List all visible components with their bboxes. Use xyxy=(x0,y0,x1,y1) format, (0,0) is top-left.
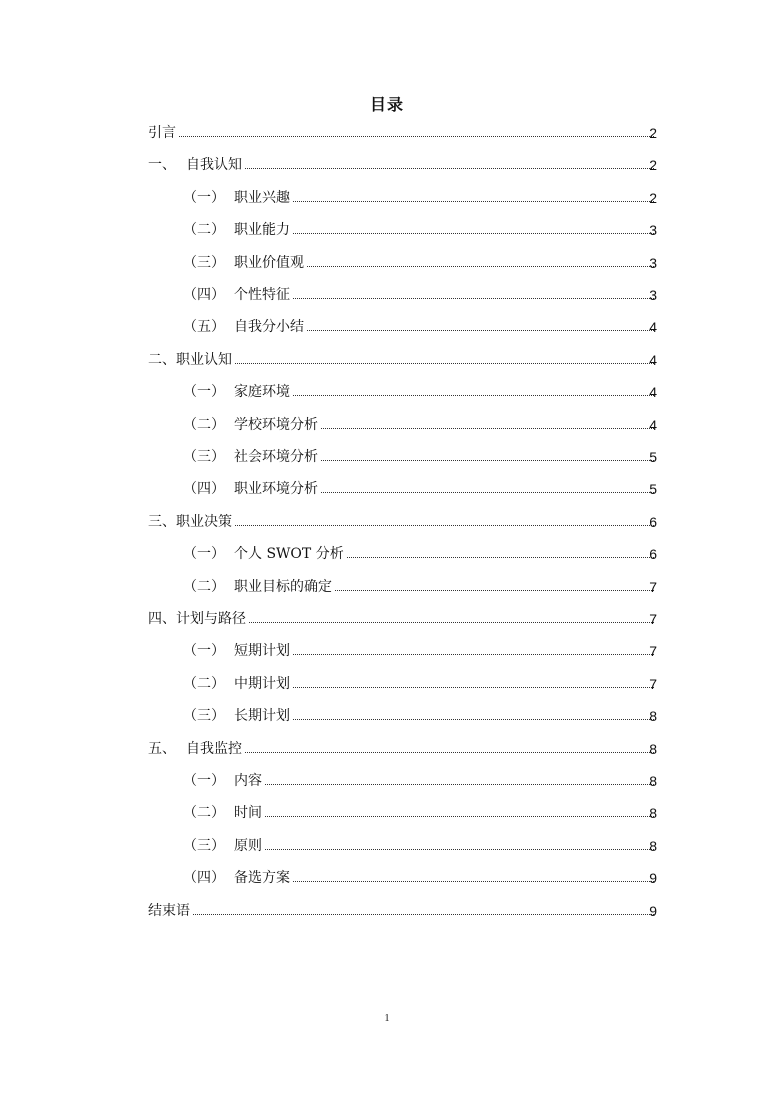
toc-entry-page: 4 xyxy=(649,319,657,336)
toc-entry-label: 社会环境分析 xyxy=(234,446,320,468)
toc-entry-page: 5 xyxy=(649,481,657,498)
toc-entry-label: 原则 xyxy=(234,835,264,857)
toc-leader-dots xyxy=(234,687,654,688)
toc-leader-dots xyxy=(234,654,654,655)
toc-entry[interactable] xyxy=(0,640,774,662)
toc-entry-page: 7 xyxy=(649,675,657,692)
toc-entry-page: 3 xyxy=(649,254,657,271)
toc-entry-label: 内容 xyxy=(234,770,264,792)
toc-entry-page: 4 xyxy=(649,384,657,401)
toc-entry-page: 5 xyxy=(649,449,657,465)
toc-leader-dots xyxy=(234,233,654,234)
toc-entry-number: （二） xyxy=(183,675,225,692)
toc-entry-page: 8 xyxy=(649,773,657,789)
toc-leader-dots xyxy=(186,168,654,169)
toc-entry[interactable] xyxy=(0,478,774,500)
toc-entry-label: 长期计划 xyxy=(234,705,292,727)
toc-entry[interactable] xyxy=(0,738,774,760)
toc-entry-page: 7 xyxy=(649,611,657,627)
toc-entry-page: 2 xyxy=(649,157,657,174)
toc-entry[interactable] xyxy=(0,349,774,371)
toc-entry-page: 8 xyxy=(649,837,657,854)
toc-entry-number: （三） xyxy=(183,449,225,465)
toc-entry[interactable] xyxy=(0,316,774,338)
toc-entry-number: （一） xyxy=(183,384,225,401)
toc-entry[interactable] xyxy=(0,802,774,824)
toc-entry-number: 一、 xyxy=(148,157,176,174)
toc-entry-number: （五） xyxy=(183,319,225,336)
toc-entry-label: 个性特征 xyxy=(234,284,292,306)
toc-entry-page: 3 xyxy=(649,287,657,303)
toc-entry-page: 9 xyxy=(649,902,657,919)
toc-entry[interactable] xyxy=(0,770,774,792)
toc-leader-dots xyxy=(148,914,654,915)
toc-entry-label: 职业价值观 xyxy=(234,252,306,274)
toc-entry-number: 五、 xyxy=(148,740,176,757)
toc-entry-label: 职业兴趣 xyxy=(234,187,292,209)
toc-entry-page: 4 xyxy=(649,351,657,368)
toc-leader-dots xyxy=(234,201,654,202)
toc-entry[interactable] xyxy=(0,673,774,695)
toc-leader-dots xyxy=(186,752,654,753)
toc-entry[interactable] xyxy=(0,705,774,727)
toc-entry-label: 个人 SWOT 分析 xyxy=(234,543,346,565)
toc-entry-label: 备选方案 xyxy=(234,867,292,889)
toc-entry-label: 四、计划与路径 xyxy=(148,608,248,630)
toc-entry-page: 6 xyxy=(649,546,657,563)
toc-entry-label: 短期计划 xyxy=(234,640,292,662)
toc-entry[interactable] xyxy=(0,187,774,209)
toc-leader-dots xyxy=(148,136,654,137)
toc-entry-label: 职业目标的确定 xyxy=(234,576,334,598)
toc-entry-page: 8 xyxy=(649,708,657,725)
toc-entry[interactable] xyxy=(0,252,774,274)
toc-entry-label: 二、职业认知 xyxy=(148,349,234,371)
toc-entry-number: （四） xyxy=(183,870,225,887)
toc-entry-label: 三、职业决策 xyxy=(148,511,234,533)
toc-entry-label: 职业环境分析 xyxy=(234,478,320,500)
toc-entry[interactable] xyxy=(0,576,774,598)
toc-entry-number: （四） xyxy=(183,481,225,498)
toc-leader-dots xyxy=(234,816,654,817)
toc-entry-label: 自我认知 xyxy=(186,154,244,176)
toc-entry-label: 中期计划 xyxy=(234,673,292,695)
toc-leader-dots xyxy=(234,849,654,850)
toc-entry-label: 家庭环境 xyxy=(234,381,292,403)
toc-entry-page: 9 xyxy=(649,870,657,887)
toc-entry-page: 8 xyxy=(649,805,657,822)
toc-entry-page: 7 xyxy=(649,643,657,660)
toc-entry[interactable] xyxy=(0,122,774,144)
toc-leader-dots xyxy=(234,298,654,299)
toc-title: 目录 xyxy=(369,95,404,114)
page-number: 1 xyxy=(384,1013,390,1024)
toc-entry-number: （三） xyxy=(183,254,225,271)
toc-entry[interactable] xyxy=(0,900,774,922)
toc-entry-label: 自我监控 xyxy=(186,738,244,760)
toc-entry-label: 学校环境分析 xyxy=(234,414,320,436)
toc-entry-number: （一） xyxy=(183,773,225,789)
toc-entry[interactable] xyxy=(0,511,774,533)
toc-entry[interactable] xyxy=(0,608,774,630)
toc-entry[interactable] xyxy=(0,219,774,241)
toc-entry-number: （三） xyxy=(183,837,225,854)
toc-leader-dots xyxy=(234,881,654,882)
toc-entry[interactable] xyxy=(0,543,774,565)
toc-entry-page: 7 xyxy=(649,578,657,595)
toc-entry-page: 8 xyxy=(649,740,657,757)
toc-entry-label: 结束语 xyxy=(148,900,192,922)
toc-entry[interactable] xyxy=(0,835,774,857)
toc-entry-label: 自我分小结 xyxy=(234,316,306,338)
toc-entry-number: （四） xyxy=(183,287,225,303)
toc-entry-number: （二） xyxy=(183,805,225,822)
toc-entry-number: （二） xyxy=(183,416,225,433)
toc-entry-number: （二） xyxy=(183,578,225,595)
toc-entry-page: 6 xyxy=(649,513,657,530)
toc-entry-page: 4 xyxy=(649,416,657,433)
toc-leader-dots xyxy=(234,719,654,720)
toc-entry[interactable] xyxy=(0,867,774,889)
toc-entry[interactable] xyxy=(0,284,774,306)
toc-entry[interactable] xyxy=(0,414,774,436)
toc-entry-page: 2 xyxy=(649,125,657,141)
toc-entry[interactable] xyxy=(0,446,774,468)
toc-entry-page: 3 xyxy=(649,222,657,239)
toc-entry-number: （一） xyxy=(183,643,225,660)
toc-entry-label: 职业能力 xyxy=(234,219,292,241)
toc-leader-dots xyxy=(234,784,654,785)
toc-entry[interactable] xyxy=(0,381,774,403)
toc-entry-label: 引言 xyxy=(148,122,178,144)
toc-entry-label: 时间 xyxy=(234,802,264,824)
toc-entry-page: 2 xyxy=(649,189,657,206)
toc-leader-dots xyxy=(234,395,654,396)
toc-entry-number: （二） xyxy=(183,222,225,239)
toc-entry[interactable] xyxy=(0,154,774,176)
toc-entry-number: （一） xyxy=(183,189,225,206)
toc-entry-number: （一） xyxy=(183,546,225,563)
toc-entry-number: （三） xyxy=(183,708,225,725)
